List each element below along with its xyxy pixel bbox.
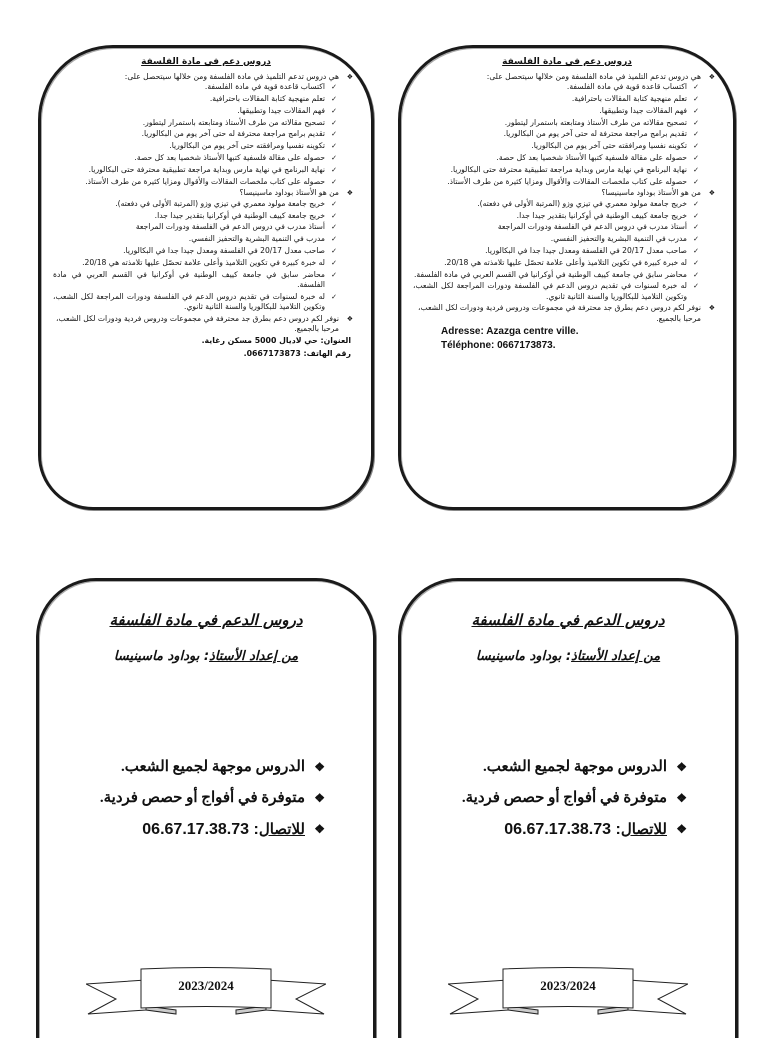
- benefits-list: [413, 82, 715, 187]
- credential-item: ✓ صاحب معدل 20/17 في الفلسفة ومعدل جيدا جدا في البكالوريا.: [53, 246, 337, 256]
- cover-title: دروس الدعم في مادة الفلسفة: [109, 611, 303, 629]
- credential-item: ✓ مدرب في التنمية البشرية والتحفيز النفسي.: [413, 234, 699, 244]
- credential-item: ✓ خريج جامعة كييف الوطنية في أوكرانيا بتقدير جيدا جدا.: [413, 211, 699, 221]
- credential-item: ✓ له خبرة لسنوات في تقديم دروس الدعم في الفلسفة ودورات المراجعة لكل الشعب، وتكوين التلاميذ للبكالوريا والسنة الثانية ثانوي.: [53, 292, 337, 313]
- benefit-item: ✓ تقديم برامج مراجعة محترفة له حتى آخر يوم من البكالوريا.: [413, 129, 699, 139]
- credential-item: ✓ خريج جامعة كييف الوطنية في أوكرانيا بتقدير جيدا جدا.: [53, 211, 337, 221]
- cover-points: [401, 752, 735, 846]
- cover-contact: [401, 814, 687, 846]
- info-title: دروس دعم في مادة الفلسفة: [141, 57, 271, 67]
- benefit-item: ✓ تعلم منهجية كتابة المقالات باحترافية.: [53, 94, 337, 104]
- contact-label: للاتصال: [620, 822, 667, 838]
- flyer-cover-card-right: [398, 578, 738, 1038]
- author-label: من إعداد الأستاذ: [571, 649, 661, 664]
- benefit-item: ✓ تكوينه نفسيا ومرافقته حتى آخر يوم من البكالوريا.: [413, 141, 699, 151]
- offer-text: ❖ نوفر لكم دروس دعم بطرق جد محترفة في مجموعات ودروس فردية ودورات لكل الشعب، مرحبا بالجميع.: [53, 314, 353, 335]
- credentials-list: [53, 199, 353, 312]
- author-name: : بوداود ماسينيسا: [113, 649, 210, 664]
- intro-text: ❖ هي دروس تدعم التلميذ في مادة الفلسفة ومن خلالها سيتحصل على:: [53, 72, 353, 82]
- benefit-item: ✓ حصوله على مقالة فلسفية كتبها الأستاذ شخصيا بعد كل حصة.: [53, 153, 337, 163]
- benefit-item: ✓ حصوله على مقالة فلسفية كتبها الأستاذ شخصيا بعد كل حصة.: [413, 153, 699, 163]
- benefit-item: ✓ حصوله على كتاب ملخصات المقالات والأقوال ومزايا كثيرة من طرف الأستاذ.: [413, 177, 699, 187]
- credential-item: ✓ له خبرة كبيرة في تكوين التلاميذ وأعلى علامة تحصّل عليها تلامذته هي 20/18.: [53, 258, 337, 268]
- contact-phone: : 06.67.17.38.73: [142, 821, 259, 838]
- benefit-item: ✓ اكتساب قاعدة قوية في مادة الفلسفة.: [413, 82, 699, 92]
- cover-author: [39, 649, 373, 664]
- intro-text: ❖ هي دروس تدعم التلميذ في مادة الفلسفة ومن خلالها سيتحصل على:: [413, 72, 715, 82]
- cover-author: [401, 649, 735, 664]
- author-label: من إعداد الأستاذ: [209, 649, 299, 664]
- cover-title: دروس الدعم في مادة الفلسفة: [471, 611, 665, 629]
- flyer-cover-card-left: [36, 578, 376, 1038]
- year-ribbon: [448, 966, 688, 1018]
- benefit-item: ✓ تقديم برامج مراجعة محترفة له حتى آخر يوم من البكالوريا.: [53, 129, 337, 139]
- benefit-item: ✓ تعلم منهجية كتابة المقالات باحترافية.: [413, 94, 699, 104]
- benefit-item: ✓ نهاية البرنامج في نهاية مارس وبداية مراجعة تطبيقية محترفة حتى البكالوريا.: [413, 165, 699, 175]
- credential-item: ✓ له خبرة كبيرة في تكوين التلاميذ وأعلى علامة تحصّل عليها تلامذته هي 20/18.: [413, 258, 699, 268]
- phone-fr: Téléphone: 0667173873.: [441, 340, 556, 352]
- credentials-list: [413, 199, 715, 302]
- credential-item: ✓ خريج جامعة مولود معمري في تيزي وزو (المرتبة الأولى في دفعته).: [53, 199, 337, 209]
- benefits-list: [53, 82, 353, 187]
- credential-item: ✓ له خبرة لسنوات في تقديم دروس الدعم في الفلسفة ودورات المراجعة لكل الشعب، وتكوين التلاميذ للبكالوريا والسنة الثانية ثانوي.: [413, 281, 699, 302]
- cover-contact: [39, 814, 325, 846]
- cover-point: ❖ الدروس موجهة لجميع الشعب.: [401, 752, 687, 783]
- credential-item: ✓ أستاذ مدرب في دروس الدعم في الفلسفة ودورات المراجعة: [413, 222, 699, 232]
- credential-item: ✓ محاضر سابق في جامعة كييف الوطنية في أوكرانيا في القسم العربي في مادة الفلسفة.: [53, 270, 337, 291]
- credential-item: ✓ محاضر سابق في جامعة كييف الوطنية في أوكرانيا في القسم العربي في مادة الفلسفة.: [413, 270, 699, 280]
- year-label: 2023/2024: [178, 978, 234, 993]
- benefit-item: ✓ اكتساب قاعدة قوية في مادة الفلسفة.: [53, 82, 337, 92]
- cover-points: [39, 752, 373, 846]
- credential-item: ✓ صاحب معدل 20/17 في الفلسفة ومعدل جيدا جدا في البكالوريا.: [413, 246, 699, 256]
- address-ar: العنوان: حي لاديال 5000 مسكن رغاية.: [201, 336, 351, 346]
- flyer-info-card-right: [398, 45, 736, 510]
- flyer-info-card-left: [38, 45, 374, 510]
- cover-point: ❖ الدروس موجهة لجميع الشعب.: [39, 752, 325, 783]
- year-ribbon: [86, 966, 326, 1018]
- who-heading: ❖ من هو الأستاذ بوداود ماسينيسا؟: [413, 188, 715, 198]
- benefit-item: ✓ حصوله على كتاب ملخصات المقالات والأقوال ومزايا كثيرة من طرف الأستاذ.: [53, 177, 337, 187]
- benefit-item: ✓ تصحيح مقالاته من طرف الأستاذ ومتابعته باستمرار ليتطور.: [53, 118, 337, 128]
- info-title: دروس دعم في مادة الفلسفة: [502, 57, 632, 67]
- credential-item: ✓ مدرب في التنمية البشرية والتحفيز النفسي.: [53, 234, 337, 244]
- benefit-item: ✓ فهم المقالات جيدا وتطبيقها.: [413, 106, 699, 116]
- offer-text: ❖ نوفر لكم دروس دعم بطرق جد محترفة في مجموعات ودروس فردية ودورات لكل الشعب، مرحبا بالجميع.: [413, 303, 715, 324]
- benefit-item: ✓ فهم المقالات جيدا وتطبيقها.: [53, 106, 337, 116]
- address-fr: Adresse: Azazga centre ville.: [441, 326, 579, 338]
- contact-phone: : 06.67.17.38.73: [504, 821, 621, 838]
- year-label: 2023/2024: [540, 978, 596, 993]
- cover-point: ❖ متوفرة في أفواج أو حصص فردية.: [39, 783, 325, 814]
- credential-item: ✓ خريج جامعة مولود معمري في تيزي وزو (المرتبة الأولى في دفعته).: [413, 199, 699, 209]
- credential-item: ✓ أستاذ مدرب في دروس الدعم في الفلسفة ودورات المراجعة: [53, 222, 337, 232]
- cover-point: ❖ متوفرة في أفواج أو حصص فردية.: [401, 783, 687, 814]
- benefit-item: ✓ نهاية البرنامج في نهاية مارس وبداية مراجعة تطبيقية محترفة حتى البكالوريا.: [53, 165, 337, 175]
- benefit-item: ✓ تصحيح مقالاته من طرف الأستاذ ومتابعته باستمرار ليتطور.: [413, 118, 699, 128]
- contact-label: للاتصال: [258, 822, 305, 838]
- benefit-item: ✓ تكوينه نفسيا ومرافقته حتى آخر يوم من البكالوريا.: [53, 141, 337, 151]
- phone-ar: رقم الهاتف: 0667173873.: [243, 348, 351, 358]
- author-name: : بوداود ماسينيسا: [475, 649, 572, 664]
- who-heading: ❖ من هو الأستاذ بوداود ماسينيسا؟: [53, 188, 353, 198]
